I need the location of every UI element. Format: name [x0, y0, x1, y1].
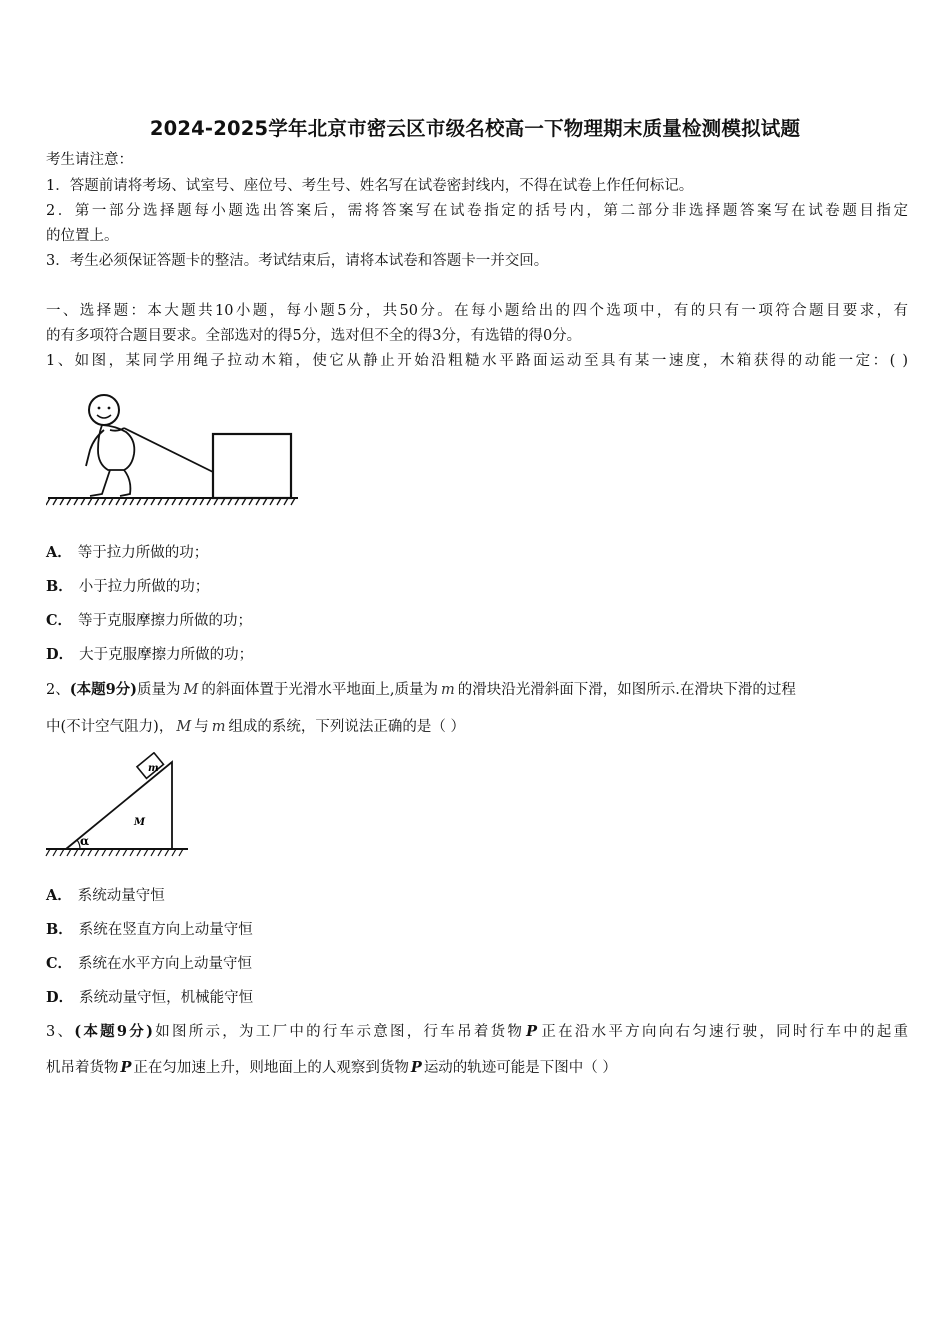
var-m: m — [441, 682, 455, 698]
block-label-m: m — [148, 763, 159, 774]
incline-label-M: M — [134, 817, 146, 828]
q1-option-d[interactable]: D． 大于克服摩擦力所做的功； — [46, 646, 254, 663]
q2-stem-line1: 2、(本题9分)质量为 M 的斜面体置于光滑水平地面上,质量为 m 的滑块沿光滑斜面下滑，如图所示.在滑块下滑的过程 — [46, 681, 796, 698]
var-P: P — [120, 1059, 132, 1076]
var-M: M — [183, 682, 199, 698]
notice-item-2-cont: 的位置上。 — [46, 228, 119, 244]
q1-option-c[interactable]: C． 等于克服摩擦力所做的功； — [46, 612, 253, 629]
q3-stem-line2: 机吊着货物 P 正在匀加速上升，则地面上的人观察到货物 P 运动的轨迹可能是下图中（ ） — [46, 1059, 617, 1076]
var-M: M — [176, 719, 192, 735]
q2-option-b[interactable]: B． 系统在竖直方向上动量守恒 — [46, 921, 253, 938]
page-title: 2024-2025学年北京市密云区市级名校高一下物理期末质量检测模拟试题 — [149, 117, 801, 140]
angle-label: α — [80, 834, 90, 848]
q1-figure-person-pulling-box — [46, 388, 306, 510]
q2-option-c[interactable]: C． 系统在水平方向上动量守恒 — [46, 955, 253, 972]
q1-option-a[interactable]: A． 等于拉力所做的功； — [46, 544, 209, 561]
q3-stem-line1: 3、(本题9分)如图所示，为工厂中的行车示意图，行车吊着货物 P 正在沿水平方向向右匀速行驶，同时行车中的起重 — [46, 1023, 909, 1040]
section-intro-line1: 一、选择题：本大题共10小题，每小题5分，共50分。在每小题给出的四个选项中，有的只有一项符合题目要求，有 — [46, 303, 908, 319]
var-m: m — [211, 719, 226, 735]
q1-option-b[interactable]: B． 小于拉力所做的功； — [46, 578, 210, 595]
notice-item-2: 2．第一部分选择题每小题选出答案后，需将答案写在试卷指定的括号内，第二部分非选择题答案写在试卷题目指定 — [46, 203, 908, 219]
var-P: P — [410, 1059, 422, 1076]
q2-stem-line2: 中(不计空气阻力)， M 与 m 组成的系统，下列说法正确的是（ ） — [46, 719, 466, 735]
notice-item-1: 1．答题前请将考场、试室号、座位号、考生号、姓名写在试卷密封线内，不得在试卷上作任何标记。 — [46, 178, 694, 194]
q2-option-d[interactable]: D． 系统动量守恒，机械能守恒 — [46, 989, 254, 1006]
notice-heading: 考生请注意： — [46, 152, 133, 168]
q1-stem: 1、如图，某同学用绳子拉动木箱，使它从静止开始沿粗糙水平路面运动至具有某一速度，木箱获得的动能一定：( ) — [46, 353, 908, 369]
notice-item-3: 3．考生必须保证答题卡的整洁。考试结束后，请将本试卷和答题卡一并交回。 — [46, 253, 549, 269]
q2-option-a[interactable]: A． 系统动量守恒 — [46, 887, 165, 904]
section-intro-line2: 的有多项符合题目要求。全部选对的得5分，选对但不全的得3分，有选错的得0分。 — [46, 328, 582, 344]
var-P: P — [526, 1023, 538, 1040]
q2-figure-incline — [44, 752, 194, 858]
